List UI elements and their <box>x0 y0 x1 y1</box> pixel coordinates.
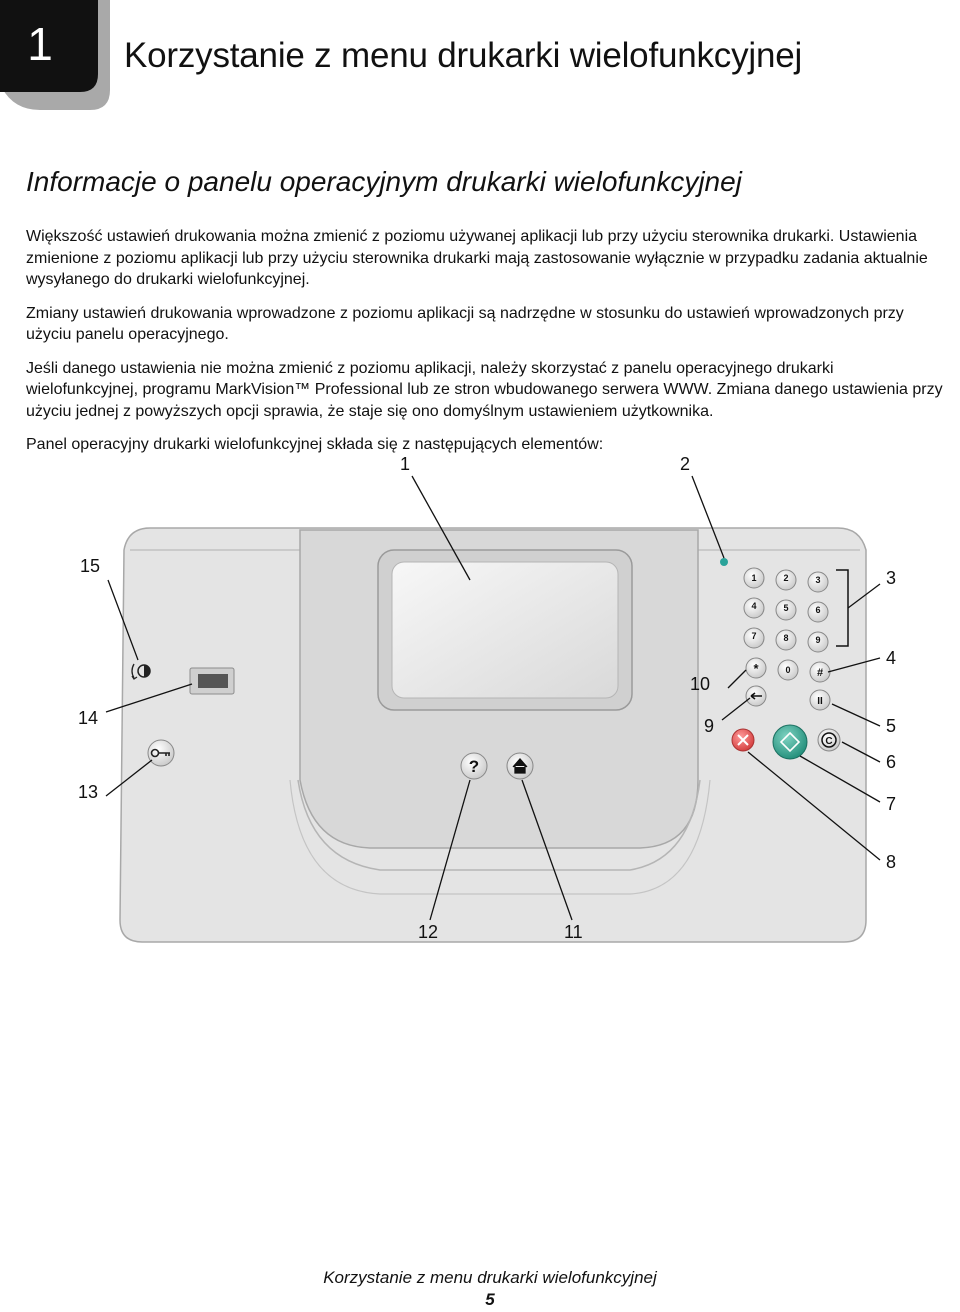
home-button[interactable] <box>507 753 533 779</box>
body-text <box>26 226 946 468</box>
footer-title: Korzystanie z menu drukarki wielofunkcyjnej <box>323 1268 657 1287</box>
key-4[interactable] <box>744 598 764 618</box>
key-5-label: 5 <box>783 603 789 613</box>
help-label: ? <box>468 757 480 776</box>
callout-15: 15 <box>80 556 101 576</box>
key-0[interactable] <box>778 660 798 680</box>
callout-3: 3 <box>886 568 897 588</box>
callout-8: 8 <box>886 852 897 872</box>
key-2[interactable] <box>776 570 796 590</box>
stop-button[interactable] <box>732 729 754 751</box>
usb-port <box>190 668 234 694</box>
callout-11: 11 <box>564 922 583 942</box>
key-star-label: * <box>753 661 759 676</box>
indicator-light <box>720 558 728 566</box>
callout-2: 2 <box>680 454 691 474</box>
callout-6: 6 <box>886 752 897 772</box>
menu-button[interactable] <box>148 740 174 766</box>
page-number: 5 <box>485 1290 495 1309</box>
callout-13: 13 <box>78 782 99 802</box>
pause-button[interactable] <box>810 690 830 710</box>
paragraph-2: Zmiany ustawień drukowania wprowadzone z poziomu aplikacji są nadrzędne w stosunku do ustawień wprowadzonych przy użyciu panelu operacyjnego. <box>26 304 904 343</box>
callout-12: 12 <box>418 922 439 942</box>
chapter-title: Korzystanie z menu drukarki wielofunkcyjnej <box>124 36 803 75</box>
paragraph-3: Jeśli danego ustawienia nie można zmienić z poziomu aplikacji, należy skorzystać z panelu operacyjnego drukarki wielofunkcyjnej, programu MarkVision™ Professional lub ze stron wbudowanego serwera WWW. Zmiana danego ustawienia przy użyciu jednej z powyższych opcji sprawia, że staje się ono domyślnym ustawieniem użytkownika. <box>26 359 943 420</box>
callout-7: 7 <box>886 794 897 814</box>
key-9-label: 9 <box>815 635 821 645</box>
backspace-button[interactable] <box>746 686 766 706</box>
start-button[interactable] <box>773 725 807 759</box>
key-6[interactable] <box>808 602 828 622</box>
key-2-label: 2 <box>783 573 789 583</box>
key-4-label: 4 <box>751 601 757 611</box>
section-title: Informacje o panelu operacyjnym drukarki wielofunkcyjnej <box>26 166 742 197</box>
key-hash-label: # <box>816 667 824 679</box>
key-hash[interactable] <box>810 662 830 682</box>
key-7-label: 7 <box>751 631 757 641</box>
callout-1: 1 <box>400 454 411 474</box>
key-3-label: 3 <box>815 575 821 585</box>
key-9[interactable] <box>808 632 828 652</box>
touch-screen-display[interactable] <box>378 550 632 710</box>
callout-9: 9 <box>704 716 715 736</box>
key-1-label: 1 <box>751 573 757 583</box>
chapter-number: 1 <box>27 18 53 70</box>
help-button[interactable] <box>461 753 487 779</box>
callout-14: 14 <box>78 708 99 728</box>
clear-all-label: C <box>825 736 833 747</box>
key-3[interactable] <box>808 572 828 592</box>
clear-all-button[interactable] <box>818 729 840 751</box>
chapter-number-badge <box>0 0 110 110</box>
key-0-label: 0 <box>785 665 791 675</box>
key-8[interactable] <box>776 630 796 650</box>
paragraph-1: Większość ustawień drukowania można zmienić z poziomu używanej aplikacji lub przy użyciu sterownika drukarki. Ustawienia zmienione z poziomu aplikacji lub przy użyciu sterownika drukarki mają zastosowanie wyłącznie w przypadku zadania aktualnie wysyłanego do drukarki wielofunkcyjnej. <box>26 228 928 288</box>
pause-label: II <box>817 696 823 707</box>
paragraph-4: Panel operacyjny drukarki wielofunkcyjnej składa się z następujących elementów: <box>26 436 604 453</box>
key-5[interactable] <box>776 600 796 620</box>
key-1[interactable] <box>744 568 764 588</box>
key-star[interactable] <box>746 658 766 678</box>
operator-panel-diagram <box>0 450 960 950</box>
callout-4: 4 <box>886 648 897 668</box>
key-8-label: 8 <box>783 633 789 643</box>
callout-5: 5 <box>886 716 897 736</box>
key-6-label: 6 <box>815 605 821 615</box>
callout-10: 10 <box>690 674 711 694</box>
key-7[interactable] <box>744 628 764 648</box>
